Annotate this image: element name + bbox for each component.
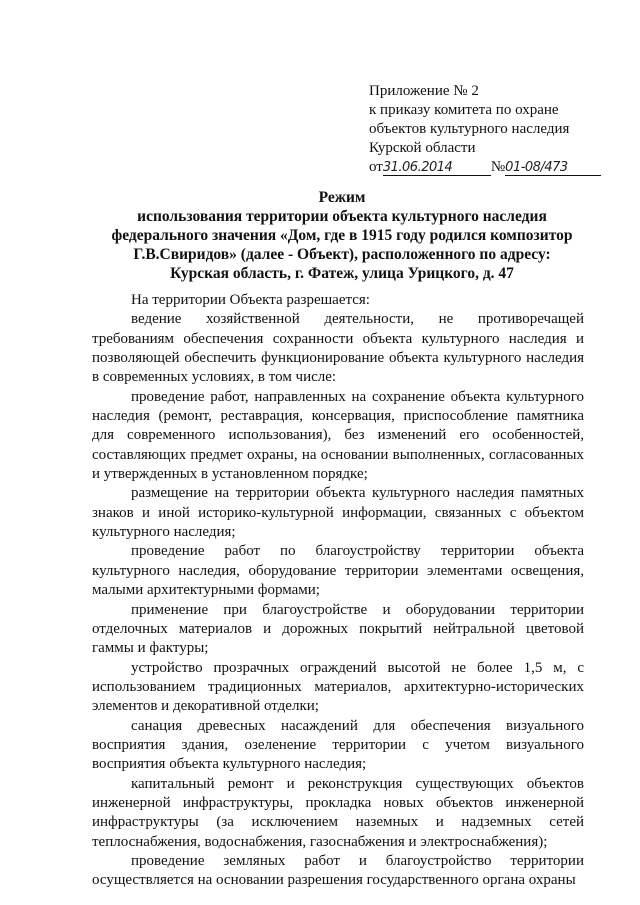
title-line: использования территории объекта культурного наследия [137, 208, 547, 225]
body-paragraph: ведение хозяйственной деятельности, не противоречащей требованиям обеспечения сохранности объекта культурного наследия и позволяющей обеспечить функционирование объекта культурного наследия в современных условиях, в том числе: [92, 311, 584, 386]
body-paragraph: капитальный ремонт и реконструкция существующих объектов инженерной инфраструктуры, прокладка новых объектов инженерной инфраструктуры (за исключением наземных и надземных сетей теплоснабжения, водоснабжения, газоснабжения и электроснабжения); [92, 775, 584, 850]
appendix-date-number [369, 158, 619, 178]
body-paragraph: проведение работ, направленных на сохранение объекта культурного наследия (ремонт, реставрация, консервация, приспособление памятника для современного использования), без изменений его особенностей, составляющих предмет охраны, на основании выполненных, согласованных и утвержденных в установленном порядке; [92, 388, 584, 483]
title-address: Курская область, г. Фатеж, улица Урицкого, д. 47 [170, 265, 514, 282]
document-body [92, 291, 584, 891]
title-line: федерального значения «Дом, где в 1915 году родился композитор [111, 227, 573, 244]
handwritten-number: 01-08/473 [505, 160, 568, 175]
date-field [383, 160, 491, 176]
appendix-region: Курской области [369, 140, 476, 156]
body-paragraph: применение при благоустройстве и оборудовании территории отделочных материалов и дорожных покрытий нейтральной цветовой гаммы и фактуры; [92, 601, 584, 657]
appendix-committee: объектов культурного наследия [369, 121, 570, 137]
body-paragraph: проведение земляных работ и благоустройство территории осуществляется на основании разрешения государственного органа охраны [92, 852, 584, 889]
body-paragraph: проведение работ по благоустройству территории объекта культурного наследия, оборудование территории элементами освещения, малыми архитектурными формами; [92, 543, 584, 599]
title-line: Г.В.Свиридов» (далее - Объект), расположенного по адресу: [133, 246, 551, 263]
document-title [92, 188, 592, 283]
appendix-header [369, 82, 619, 178]
body-intro: На территории Объекта разрешается: [131, 292, 370, 308]
handwritten-date: 31.06.2014 [382, 160, 453, 175]
title-heading: Режим [318, 189, 366, 206]
appendix-number: Приложение № 2 [369, 83, 479, 99]
body-paragraph: размещение на территории объекта культурного наследия памятных знаков и иной историко-культурной информации, связанных с объектом культурного наследия; [92, 485, 584, 541]
number-prefix: № [490, 159, 506, 175]
body-paragraph: санация древесных насаждений для обеспечения визуального восприятия здания, озеленение территории с учетом визуального восприятия объекта культурного наследия; [92, 717, 584, 773]
date-prefix: от [369, 159, 383, 175]
body-paragraph: устройство прозрачных ограждений высотой не более 1,5 м, с использованием традиционных материалов, архитектурно-исторических элементов и декоративной отделки; [92, 659, 584, 715]
appendix-order-ref: к приказу комитета по охране [369, 102, 559, 118]
number-field [505, 160, 601, 176]
